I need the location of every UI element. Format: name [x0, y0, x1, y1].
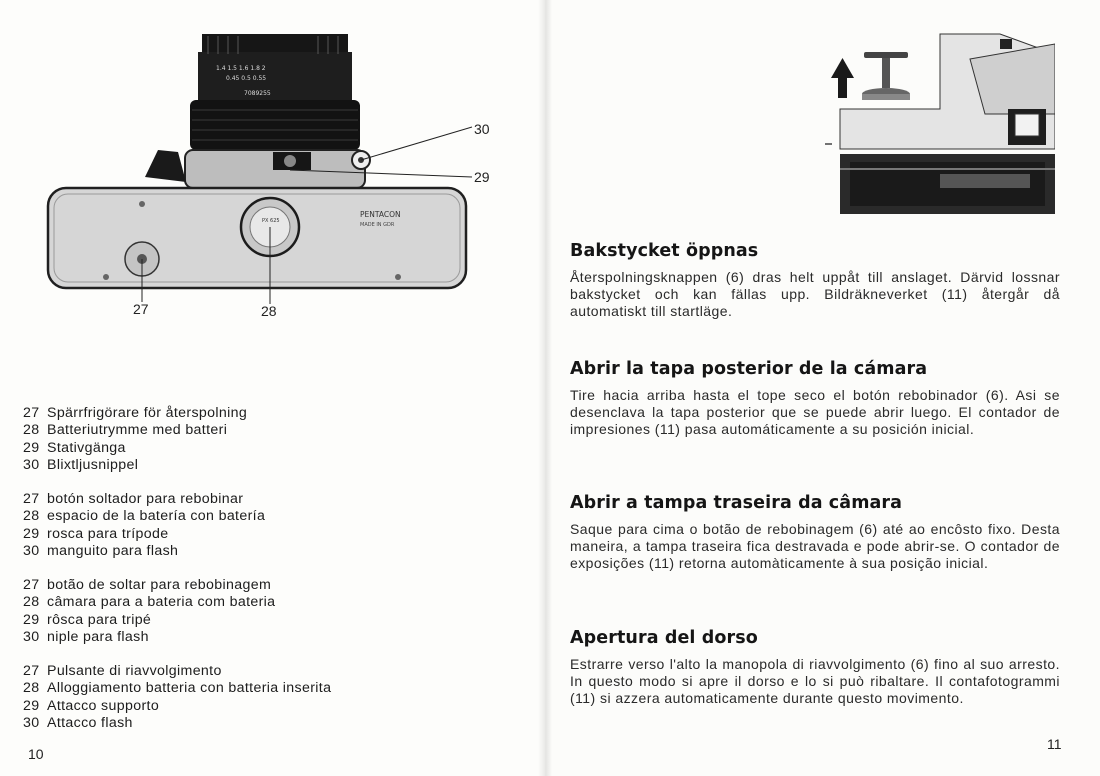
section-body: Saque para cima o botão de rebobinagem (6) até ao encôsto fixo. Desta maneira, a tampa traseira fica destravada e pode abrir-se. O contador de exposições (11) retorna automàticamente à sua posição inicial. — [570, 521, 1060, 572]
book-gutter — [538, 0, 552, 776]
legend-number: 30 — [23, 457, 40, 474]
section-heading: Apertura del dorso — [570, 628, 758, 648]
legend-number: 29 — [23, 525, 40, 542]
legend-row — [23, 629, 443, 646]
legend-row — [23, 440, 443, 457]
legend-number: 27 — [23, 405, 40, 421]
legend-row — [23, 508, 443, 525]
brand-sub-engraving: MADE IN GDR — [360, 222, 395, 228]
section-portuguese — [570, 493, 1060, 573]
legend-italian — [23, 663, 443, 733]
legend-number: 27 — [23, 577, 40, 593]
legend-row — [23, 612, 443, 629]
lens-scale-text: 1.4 1.5 1.6 1.8 2 — [216, 65, 266, 72]
legend-number: 27 — [23, 663, 40, 679]
legend-text: manguito para flash — [47, 543, 179, 560]
legend-text: botón soltador para rebobinar — [47, 491, 244, 507]
callout-28: 28 — [261, 303, 277, 319]
legend-number: 29 — [23, 697, 40, 714]
legend-number: 29 — [23, 611, 40, 628]
brand-engraving: PENTACON — [360, 210, 401, 219]
legend-row — [23, 526, 443, 543]
legend-text: rosca para trípode — [47, 525, 169, 542]
legend-row — [23, 715, 443, 732]
legend-text: Batteriutrymme med batteri — [47, 422, 228, 439]
legend-text: Blixtljusnippel — [47, 457, 139, 474]
legend-row — [23, 543, 443, 560]
legend-row — [23, 422, 443, 439]
legend-row — [23, 457, 443, 474]
legend-number: 30 — [23, 629, 40, 646]
legend-row — [23, 594, 443, 611]
section-spanish — [570, 359, 1060, 439]
section-heading: Abrir la tapa posterior de la cámara — [570, 359, 928, 379]
section-heading: Bakstycket öppnas — [570, 241, 759, 261]
section-swedish — [570, 241, 1060, 321]
legend-text: Spärrfrigörare för återspolning — [47, 405, 248, 421]
callout-27: 27 — [133, 301, 149, 317]
legend-number: 28 — [23, 508, 40, 525]
legend-row — [23, 491, 443, 508]
section-body: Återspolningsknappen (6) dras helt uppåt till anslaget. Därvid lossnar bakstycket och kan fällas upp. Bildräkneverket (11) återgår då automatiskt till startläge. — [570, 269, 1060, 320]
legend-number: 28 — [23, 680, 40, 697]
section-body: Estrarre verso l'alto la manopola di riavvolgimento (6) fino al suo arresto. In questo modo si apre il dorso e lo si può ribaltare. Il contafotogrammi (11) si azzera automaticamente durante questo movimento. — [570, 656, 1060, 707]
legend-text: botão de soltar para rebobinagem — [47, 577, 272, 593]
legend-number: 28 — [23, 594, 40, 611]
camera-bottom-view-figure — [40, 22, 500, 322]
legend-text: câmara para a bateria com bateria — [47, 594, 276, 611]
legend-text: Alloggiamento batteria con batteria inserita — [47, 680, 332, 697]
legend-swedish — [23, 405, 443, 475]
legend-row — [23, 663, 443, 680]
legend-text: Stativgänga — [47, 439, 126, 456]
legend-text: niple para flash — [47, 629, 149, 646]
legend-number: 30 — [23, 543, 40, 560]
page-number-left: 10 — [28, 746, 44, 762]
section-italian — [570, 628, 1060, 708]
legend-text: espacio de la batería con batería — [47, 508, 266, 525]
legend-number: 28 — [23, 422, 40, 439]
legend-text: Attacco supporto — [47, 697, 160, 714]
legend-spanish — [23, 491, 443, 561]
section-body: Tire hacia arriba hasta el tope seco el botón rebobinador (6). Asi se desenclava la tapa posterior que se puede abrir luego. El contador de impresiones (11) pasa automáticamente a su posición inicial. — [570, 387, 1060, 438]
section-heading: Abrir a tampa traseira da câmara — [570, 493, 903, 513]
legend-text: Pulsante di riavvolgimento — [47, 663, 222, 679]
legend-text: rôsca para tripé — [47, 611, 152, 628]
legend-row — [23, 680, 443, 697]
legend-number: 27 — [23, 491, 40, 507]
callout-29: 29 — [474, 169, 490, 185]
legend-row — [23, 698, 443, 715]
lens-scale-text-2: 0.45 0.5 0.55 — [226, 75, 267, 82]
battery-cap-text: PX 625 — [262, 218, 280, 224]
legend-text: Attacco flash — [47, 715, 133, 732]
legend-row — [23, 577, 443, 594]
page-number-right: 11 — [1047, 736, 1062, 752]
callout-30: 30 — [474, 121, 490, 137]
legend-portuguese — [23, 577, 443, 647]
lens-serial-text: 7089255 — [244, 90, 271, 97]
legend-number: 29 — [23, 439, 40, 456]
camera-back-opening-figure — [820, 14, 1055, 214]
legend-number: 30 — [23, 715, 40, 732]
legend-row — [23, 405, 443, 422]
